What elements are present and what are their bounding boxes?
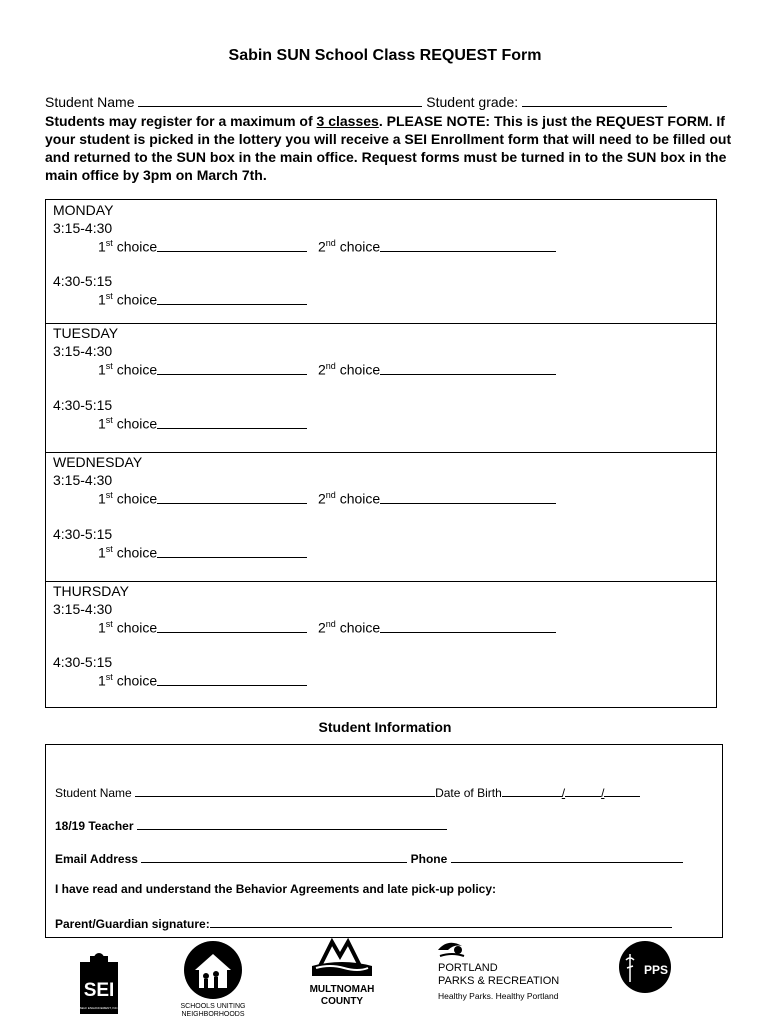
email-blank[interactable] [141, 850, 407, 863]
choice-blank[interactable] [157, 362, 307, 375]
form-title: Sabin SUN School Class REQUEST Form [228, 47, 542, 64]
signature-row [55, 915, 672, 931]
multnomah-logo-line2: COUNTY [320, 996, 364, 1007]
notice-max-classes: 3 classes [316, 113, 379, 129]
choice-blank[interactable] [380, 239, 556, 252]
choice-blank[interactable] [157, 491, 307, 504]
day-name: TUESDAY [53, 325, 119, 341]
second-choice-field[interactable] [318, 361, 556, 378]
choice-suffix: st [105, 619, 113, 629]
choice-word: choice [339, 619, 381, 636]
day-block-tuesday [46, 323, 716, 452]
teacher-row [55, 817, 447, 833]
first-choice-field[interactable] [98, 619, 307, 636]
choice-num: 1 [98, 361, 106, 378]
choice-num: 2 [318, 619, 326, 636]
choice-word: choice [339, 490, 381, 507]
info-student-name-label: Student Name [55, 786, 132, 800]
choice-suffix: st [105, 361, 113, 371]
first-choice-field[interactable] [98, 415, 307, 432]
slot-time: 4:30-5:15 [53, 526, 113, 542]
portland-logo-line1: PORTLAND [438, 962, 498, 974]
choice-blank[interactable] [380, 362, 556, 375]
slot-time: 3:15-4:30 [53, 472, 113, 488]
choice-word: choice [116, 238, 158, 255]
choice-num: 1 [98, 291, 106, 308]
class-request-table [45, 199, 717, 708]
second-choice-field[interactable] [318, 238, 556, 255]
portland-logo-line2: PARKS & RECREATION [438, 975, 560, 987]
day-name: THURSDAY [53, 583, 129, 599]
suns-logo-line2: NEIGHBORHOODS [181, 1011, 245, 1018]
email-label: Email Address [55, 852, 138, 866]
choice-suffix: nd [325, 619, 336, 629]
choice-blank[interactable] [157, 673, 307, 686]
choice-blank[interactable] [157, 545, 307, 558]
choice-word: choice [116, 361, 158, 378]
choice-suffix: st [105, 291, 113, 301]
day-block-wednesday [46, 452, 716, 581]
choice-word: choice [116, 672, 158, 689]
choice-num: 1 [98, 619, 106, 636]
choice-blank[interactable] [157, 239, 307, 252]
email-phone-row [55, 850, 683, 866]
dob-year-blank[interactable] [604, 784, 640, 797]
choice-suffix: nd [325, 238, 336, 248]
portland-logo-line3: Healthy Parks. Healthy Portland [438, 991, 559, 1001]
student-name-grade-line [45, 94, 667, 110]
dob-sep-2: / [601, 786, 605, 800]
sei-logo-text: SEI [83, 980, 115, 1001]
choice-suffix: st [105, 672, 113, 682]
choice-suffix: st [105, 238, 113, 248]
pps-logo-letters: PPS [643, 963, 669, 977]
choice-blank[interactable] [157, 416, 307, 429]
portland-parks-logo [436, 938, 576, 1004]
choice-num: 1 [98, 672, 106, 689]
student-grade-label: Student grade: [426, 94, 519, 110]
student-name-dob-row [55, 784, 640, 800]
slot-time: 4:30-5:15 [53, 397, 113, 413]
student-information-title: Student Information [318, 719, 452, 735]
partner-logos [0, 938, 770, 1024]
phone-label: Phone [410, 852, 448, 866]
second-choice-field[interactable] [318, 619, 556, 636]
slot-time: 4:30-5:15 [53, 273, 113, 289]
dob-sep-1: / [561, 786, 566, 800]
signature-label: Parent/Guardian signature: [55, 917, 210, 931]
dob-month-blank[interactable] [502, 784, 562, 797]
choice-suffix: nd [325, 361, 336, 371]
student-information-box [45, 744, 723, 938]
choice-blank[interactable] [157, 292, 307, 305]
day-block-monday [46, 200, 716, 323]
day-name: MONDAY [53, 202, 114, 218]
choice-word: choice [116, 291, 158, 308]
agreement-row: I have read and understand the Behavior Agreements and late pick-up policy: [55, 882, 496, 896]
slot-time: 4:30-5:15 [53, 654, 113, 670]
slot-time: 3:15-4:30 [53, 601, 113, 617]
sei-logo-tagline: SELF ENHANCEMENT, INC. [80, 1006, 118, 1010]
signature-blank[interactable] [210, 915, 672, 928]
choice-word: choice [339, 361, 381, 378]
choice-num: 1 [98, 490, 106, 507]
notice-text-1: Students may register for a maximum of [45, 113, 317, 129]
choice-word: choice [116, 415, 158, 432]
day-block-thursday [46, 581, 716, 707]
teacher-label: 18/19 Teacher [55, 819, 134, 833]
choice-word: choice [339, 238, 381, 255]
suns-logo [175, 940, 251, 1020]
choice-num: 2 [318, 361, 326, 378]
student-name-label: Student Name [45, 94, 135, 110]
teacher-blank[interactable] [137, 817, 447, 830]
choice-num: 1 [98, 238, 106, 255]
registration-notice [45, 112, 735, 184]
first-choice-field[interactable] [98, 361, 307, 378]
slot-time: 3:15-4:30 [53, 343, 113, 359]
choice-word: choice [116, 490, 158, 507]
choice-num: 1 [98, 415, 106, 432]
day-name: WEDNESDAY [53, 454, 143, 470]
first-choice-field[interactable] [98, 672, 307, 689]
slot-time: 3:15-4:30 [53, 220, 113, 236]
choice-blank[interactable] [157, 620, 307, 633]
choice-word: choice [116, 544, 158, 561]
dob-day-blank[interactable] [565, 784, 601, 797]
second-choice-field[interactable] [318, 490, 556, 507]
choice-num: 1 [98, 544, 106, 561]
choice-suffix: st [105, 415, 113, 425]
choice-suffix: nd [325, 490, 336, 500]
notice-text-2: . PLEASE NOTE: This is just the REQUEST FORM. If your student is picked in the lottery you will receive a SEI Enrollment form that will need to be filled out and returned to the SUN box in the main office. Request forms must be turned in to the SUN box in the main office by 3pm on March 7th. [45, 113, 732, 183]
dob-label: Date of Birth [435, 786, 502, 800]
multnomah-logo-line1: MULTNOMAH [309, 984, 375, 995]
multnomah-county-logo [300, 938, 384, 1008]
choice-suffix: st [105, 490, 113, 500]
choice-num: 2 [318, 238, 326, 255]
phone-blank[interactable] [451, 850, 683, 863]
choice-suffix: st [105, 544, 113, 554]
info-student-name-blank[interactable] [135, 784, 435, 797]
sei-logo [80, 952, 118, 1014]
suns-logo-line1: SCHOOLS UNITING [180, 1003, 246, 1010]
first-choice-field[interactable] [98, 544, 307, 561]
first-choice-field[interactable] [98, 490, 307, 507]
student-name-blank[interactable] [138, 94, 422, 107]
first-choice-field[interactable] [98, 291, 307, 308]
choice-num: 2 [318, 490, 326, 507]
choice-word: choice [116, 619, 158, 636]
first-choice-field[interactable] [98, 238, 307, 255]
pps-logo [618, 938, 672, 998]
choice-blank[interactable] [380, 491, 556, 504]
choice-blank[interactable] [380, 620, 556, 633]
student-grade-blank[interactable] [522, 94, 667, 107]
